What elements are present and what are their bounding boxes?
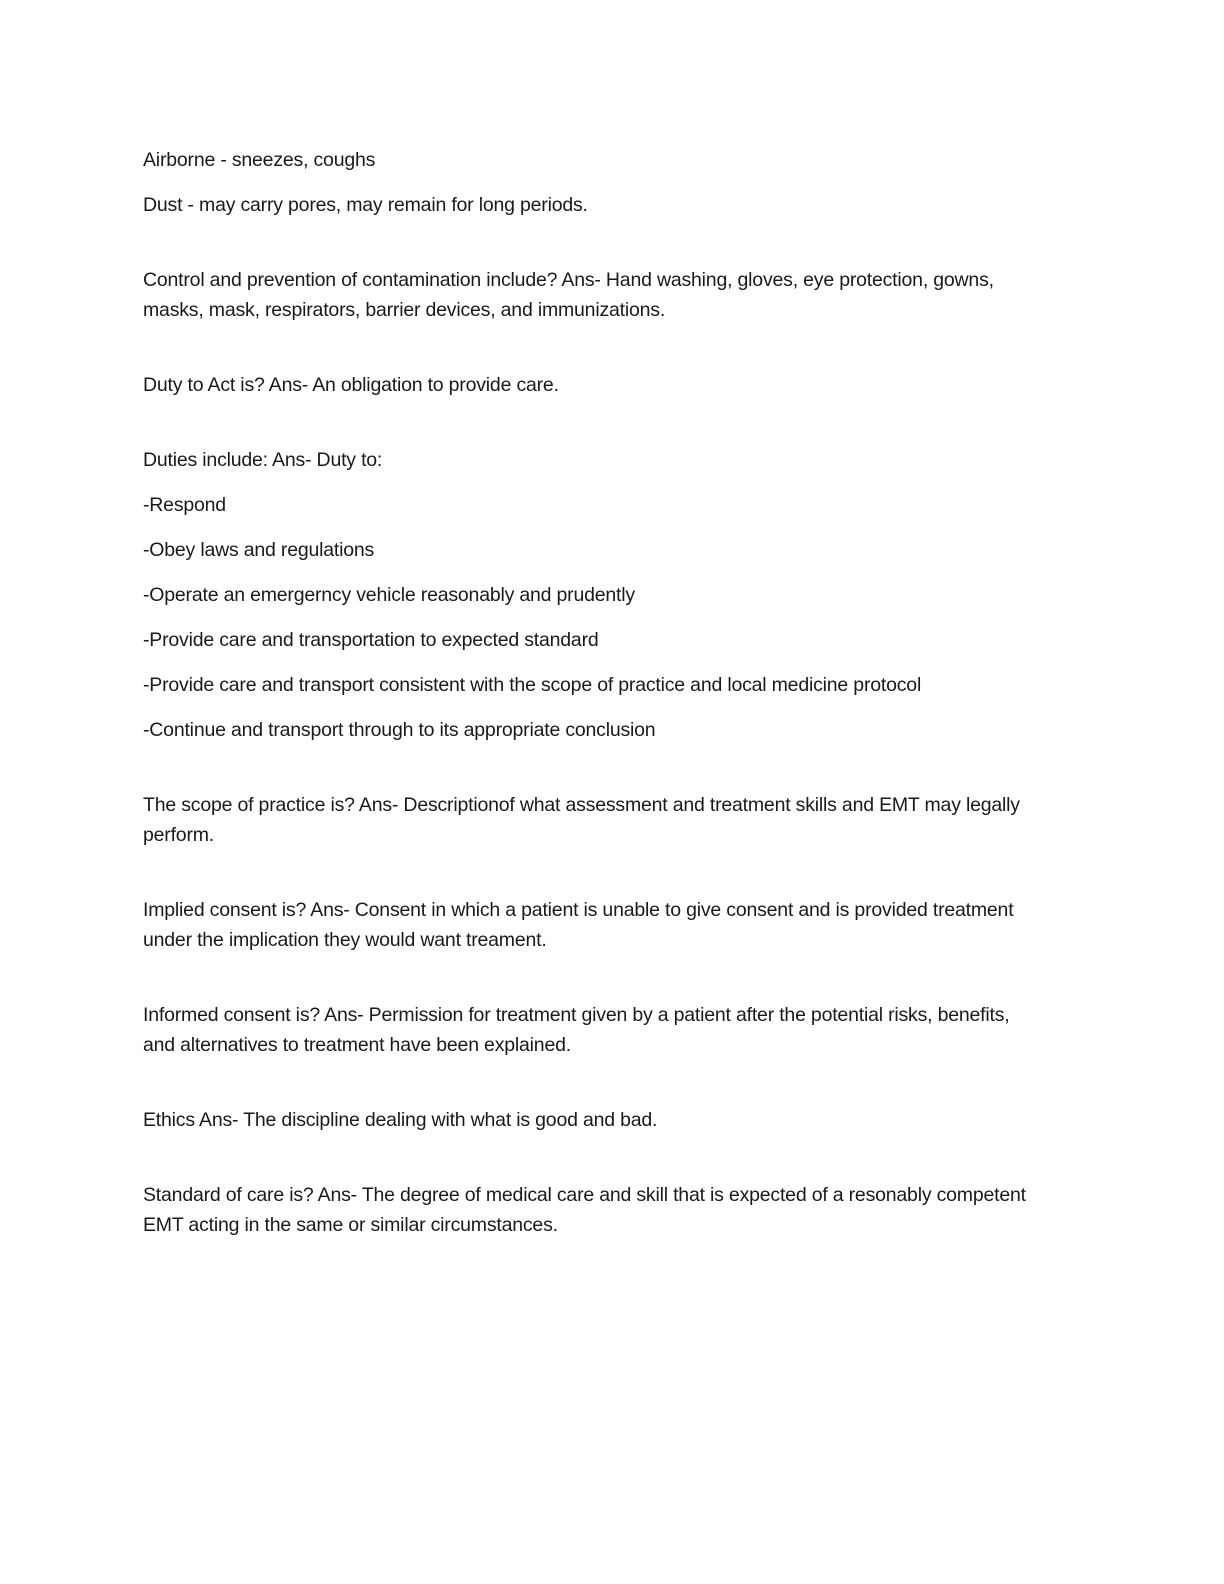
qa-standard-of-care: Standard of care is? Ans- The degree of medical care and skill that is expected of a resonably competent EMT acting in the same or similar circumstances. [143,1184,1026,1236]
qa-duty-to-act: Duty to Act is? Ans- An obligation to provide care. [143,374,559,396]
qa-contamination-control: Control and prevention of contamination include? Ans- Hand washing, gloves, eye protection, gowns, masks, mask, respirators, barrier devices, and immunizations. [143,269,994,321]
duty-item-provide-care-transport-consistent: -Provide care and transport consistent with the scope of practice and local medicine protocol [143,674,922,696]
document-text-body [143,145,1153,1255]
qa-implied-consent: Implied consent is? Ans- Consent in which a patient is unable to give consent and is provided treatment under the implication they would want treament. [143,899,1014,951]
qa-informed-consent: Informed consent is? Ans- Permission for treatment given by a patient after the potential risks, benefits, and alternatives to treatment have been explained. [143,1004,1010,1056]
duty-item-operate-vehicle: -Operate an emergerncy vehicle reasonably and prudently [143,584,635,606]
note-dust: Dust - may carry pores, may remain for long periods. [143,194,588,216]
qa-scope-of-practice: The scope of practice is? Ans- Descriptionof what assessment and treatment skills and EMT may legally perform. [143,794,1020,846]
note-airborne: Airborne - sneezes, coughs [143,149,376,171]
duty-item-continue-transport: -Continue and transport through to its appropriate conclusion [143,719,656,741]
duty-item-obey-laws: -Obey laws and regulations [143,539,375,561]
qa-duties-include: Duties include: Ans- Duty to: [143,449,383,471]
qa-ethics: Ethics Ans- The discipline dealing with what is good and bad. [143,1109,658,1131]
duty-item-provide-care-transportation: -Provide care and transportation to expected standard [143,629,599,651]
duty-item-respond: -Respond [143,494,226,516]
